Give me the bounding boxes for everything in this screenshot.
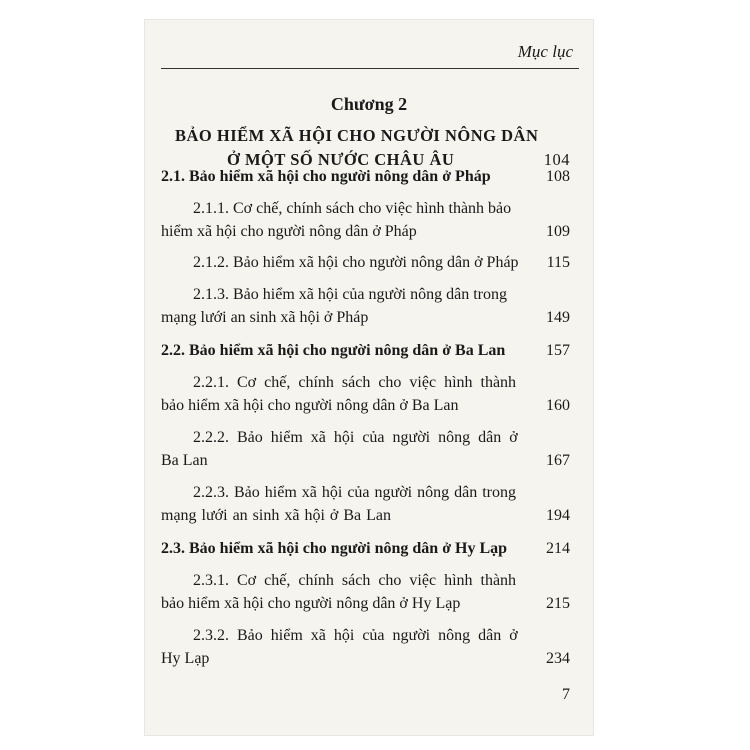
toc-section-title: 2.3. Bảo hiểm xã hội cho người nông dân ở Hy Lạp <box>161 540 508 557</box>
toc-page-number: 167 <box>546 452 570 469</box>
toc-subsection-line-1: 2.3.2. Bảo hiểm xã hội của người nông dân ở <box>193 627 518 644</box>
toc-page-number: 149 <box>546 309 570 326</box>
toc-page-number: 108 <box>546 168 570 185</box>
toc-section-title: 2.1. Bảo hiểm xã hội cho người nông dân ở Pháp <box>161 168 491 185</box>
toc-page-number: 194 <box>546 507 570 524</box>
toc-subsection-line-1: 2.1.2. Bảo hiểm xã hội cho người nông dân ở Pháp <box>193 254 519 271</box>
toc-subsection-line-2: mạng lưới an sinh xã hội ở Ba Lan <box>161 507 391 524</box>
toc-page-number: 234 <box>546 650 570 667</box>
book-page <box>145 20 593 735</box>
toc-subsection-line-1: 2.2.1. Cơ chế, chính sách cho việc hình thành <box>193 374 517 391</box>
toc-subsection-line-1: 2.3.1. Cơ chế, chính sách cho việc hình thành <box>193 572 517 589</box>
toc-subsection-line-2: hiểm xã hội cho người nông dân ở Pháp <box>161 223 417 240</box>
toc-page-number: 214 <box>546 540 570 557</box>
toc-section-title: 2.2. Bảo hiểm xã hội cho người nông dân ở Ba Lan <box>161 342 506 359</box>
chapter-page-number: 104 <box>543 150 570 169</box>
toc-subsection-line-2: Ba Lan <box>161 452 208 469</box>
toc-subsection-line-2: Hy Lạp <box>161 650 210 667</box>
toc-subsection-line-1: 2.2.2. Bảo hiểm xã hội của người nông dân ở <box>193 429 518 446</box>
chapter-label: Chương 2 <box>330 94 408 114</box>
chapter-title-line-1: BẢO HIỂM XÃ HỘI CHO NGƯỜI NÔNG DÂN <box>175 126 539 145</box>
toc-page-number: 115 <box>546 254 570 271</box>
toc-subsection-line-1: 2.1.1. Cơ chế, chính sách cho việc hình thành bảo <box>193 200 512 217</box>
page-number: 7 <box>562 686 570 703</box>
toc-page-number: 215 <box>546 595 570 612</box>
toc-subsection-line-1: 2.1.3. Bảo hiểm xã hội của người nông dân trong <box>193 286 507 303</box>
toc-subsection-line-2: mạng lưới an sinh xã hội ở Pháp <box>161 309 369 326</box>
header-divider <box>161 68 579 69</box>
toc-page-number: 160 <box>546 397 570 414</box>
running-header: Mục lục <box>517 42 573 61</box>
toc-subsection-line-1: 2.2.3. Bảo hiểm xã hội của người nông dân trong <box>193 484 516 501</box>
toc-subsection-line-2: bảo hiểm xã hội cho người nông dân ở Hy Lạp <box>161 595 461 612</box>
toc-page-number: 157 <box>546 342 570 359</box>
toc-subsection-line-2: bảo hiểm xã hội cho người nông dân ở Ba Lan <box>161 397 459 414</box>
toc-page-number: 109 <box>546 223 570 240</box>
chapter-title-line-2: Ở MỘT SỐ NƯỚC CHÂU ÂU <box>227 150 455 169</box>
